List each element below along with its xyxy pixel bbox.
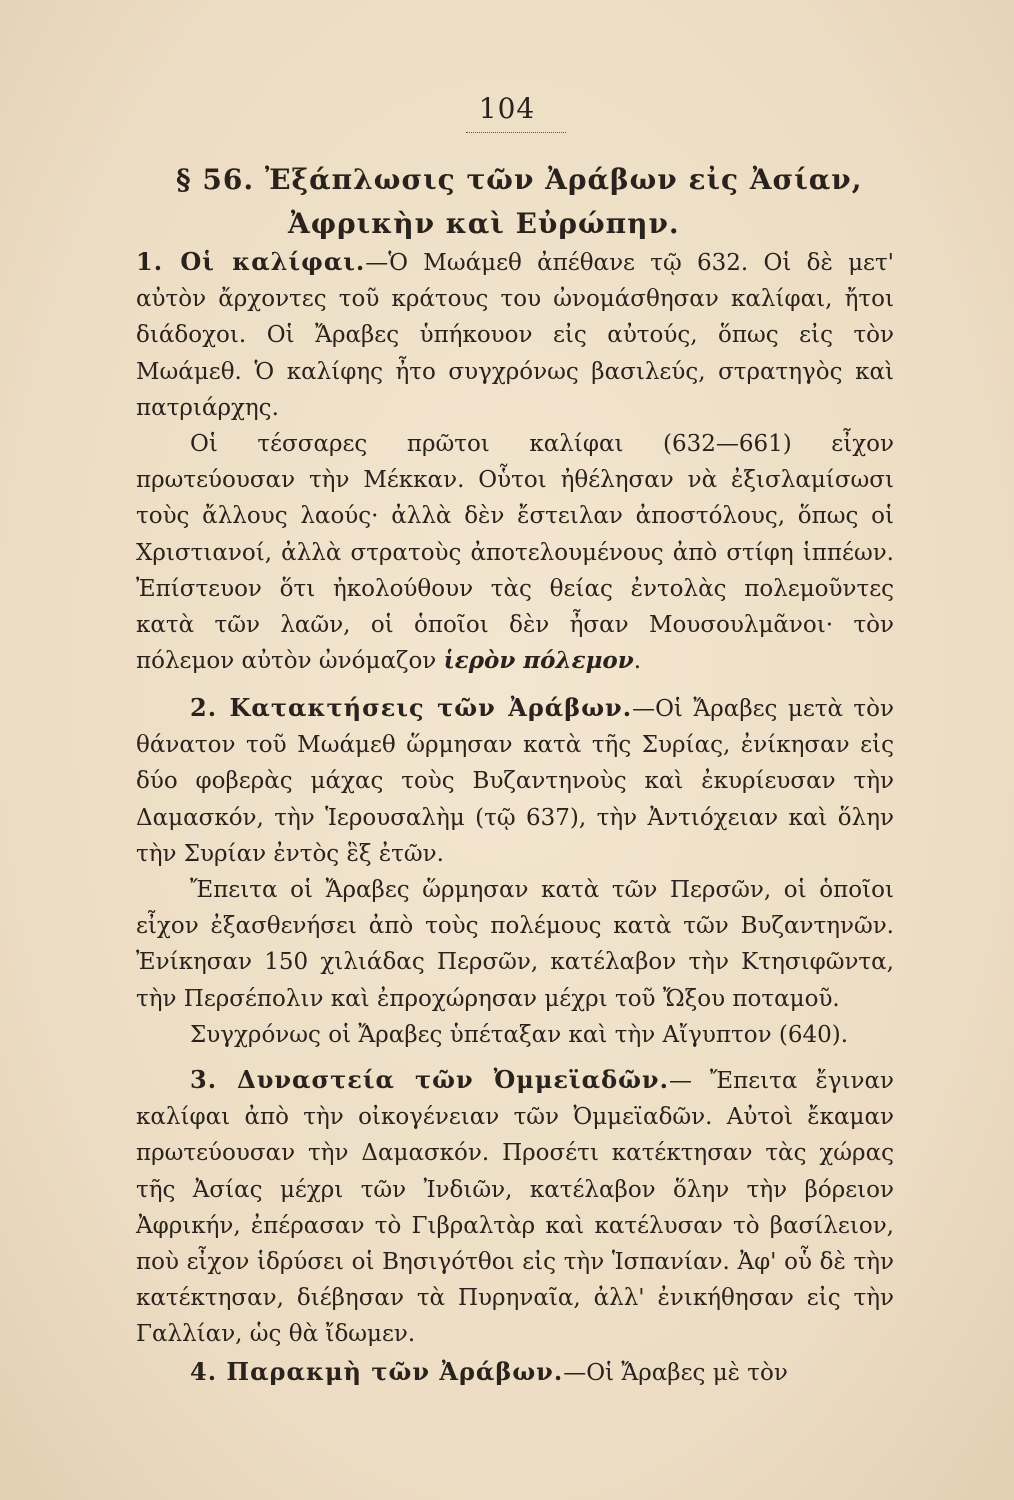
subsection-4-para1: —Οἱ Ἄραβες μὲ τὸν	[563, 1360, 788, 1386]
subsection-2-para2: Ἔπειτα οἱ Ἄραβες ὥρμησαν κατὰ τῶν Περσῶν, οἱ ὁποῖοι εἶχον ἐξασθενήσει ἀπὸ τοὺς πολέμους κατὰ τῶν Βυζαντηνῶν. Ἐνίκησαν 150 χιλιάδας Περσῶν, κατέλαβον τὴν Κτησιφῶντα, τὴν Περσέπολιν καὶ ἐπροχώρησαν μέχρι τοῦ Ὤξου ποταμοῦ.	[136, 877, 894, 1012]
subsection-3-para1: — Ἔπειτα ἔγιναν καλίφαι ἀπὸ τὴν οἰκογένειαν τῶν Ὀμμεϊαδῶν. Αὐτοὶ ἔκαμαν πρωτεύουσαν τὴν Δαμασκόν. Προσέτι κατέκτησαν τὰς χώρας τῆς Ἀσίας μέχρι τῶν Ἰνδιῶν, κατέλαβον ὅλην τὴν βόρειον Ἀφρικήν, ἐπέρασαν τὸ Γιβραλτὰρ καὶ κατέλυσαν τὸ βασίλειον, ποὺ εἶχον ἱδρύσει οἱ Βησιγότθοι εἰς τὴν Ἱσπανίαν. Ἀφ' οὗ δὲ τὴν κατέκτησαν, διέβησαν τὰ Πυρηναῖα, ἀλλ' ἐνικήθησαν εἰς τὴν Γαλλίαν, ὡς θὰ ἴδωμεν.	[136, 1068, 894, 1348]
subsection-4-heading: 4. Παρακμὴ τῶν Ἀράβων.	[190, 1357, 564, 1386]
section-mark: § 56.	[176, 163, 255, 196]
subsection-1-para2-end: .	[633, 648, 642, 675]
page-number: 104	[478, 92, 536, 125]
section-title-line2: Ἀφρικὴν καὶ Εὐρώπην.	[288, 207, 680, 240]
subsection-1-term: ἱερὸν πόλεμον	[443, 647, 634, 675]
subsection-2-para1: —Οἱ Ἄραβες μετὰ τὸν θάνατον τοῦ Μωάμεθ ὥρμησαν κατὰ τῆς Συρίας, ἐνίκησαν εἰς δύο φοβερὰς μάχας τοὺς Βυζαντηνοὺς καὶ ἐκυρίευσαν τὴν Δαμασκόν, τὴν Ἱερουσαλὴμ (τῷ 637), τὴν Ἀντιόχειαν καὶ ὅλην τὴν Συρίαν ἐντὸς ἓξ ἐτῶν.	[136, 696, 894, 867]
section-title-line1: Ἐξάπλωσις τῶν Ἀράβων εἰς Ἀσίαν,	[264, 163, 863, 196]
subsection-1-heading: 1. Οἱ καλίφαι.	[136, 247, 366, 276]
subsection-1-para2: Οἱ τέσσαρες πρῶτοι καλίφαι (632—661) εἶχον πρωτεύουσαν τὴν Μέκκαν. Οὗτοι ἠθέλησαν νὰ ἐξισλαμίσωσι τοὺς ἄλλους λαούς· ἀλλὰ δὲν ἔστειλαν ἀποστόλους, ὅπως οἱ Χριστιανοί, ἀλλὰ στρατοὺς ἀποτελουμένους ἀπὸ στίφη ἱππέων. Ἐπίστευον ὅτι ἠκολούθουν τὰς θείας ἐντολὰς πολεμοῦντες κατὰ τῶν λαῶν, οἱ ὁποῖοι δὲν ἦσαν Μουσουλμᾶνοι· τὸν πόλεμον αὐτὸν ὠνόμαζον	[136, 431, 894, 675]
subsection-4	[136, 1354, 894, 1391]
page-number-rule	[466, 132, 566, 133]
subsection-2-heading: 2. Κατακτήσεις τῶν Ἀράβων.	[190, 693, 633, 722]
subsection-2	[136, 690, 894, 1053]
subsection-2-para3: Συγχρόνως οἱ Ἄραβες ὑπέταξαν καὶ τὴν Αἴγυπτον (640).	[190, 1021, 849, 1048]
subsection-3	[136, 1062, 894, 1353]
section-heading	[176, 158, 896, 246]
subsection-3-heading: 3. Δυναστεία τῶν Ὀμμεϊαδῶν.	[190, 1065, 669, 1094]
subsection-1-para1: —Ὁ Μωάμεθ ἀπέθανε τῷ 632. Οἱ δὲ μετ' αὐτὸν ἄρχοντες τοῦ κράτους του ὠνομάσθησαν καλίφαι, ἤτοι διάδοχοι. Οἱ Ἄραβες ὑπήκουον εἰς αὐτούς, ὅπως εἰς τὸν Μωάμεθ. Ὁ καλίφης ἦτο συγχρόνως βασιλεύς, στρατηγὸς καὶ πατριάρχης.	[136, 250, 894, 421]
subsection-1	[136, 244, 894, 679]
